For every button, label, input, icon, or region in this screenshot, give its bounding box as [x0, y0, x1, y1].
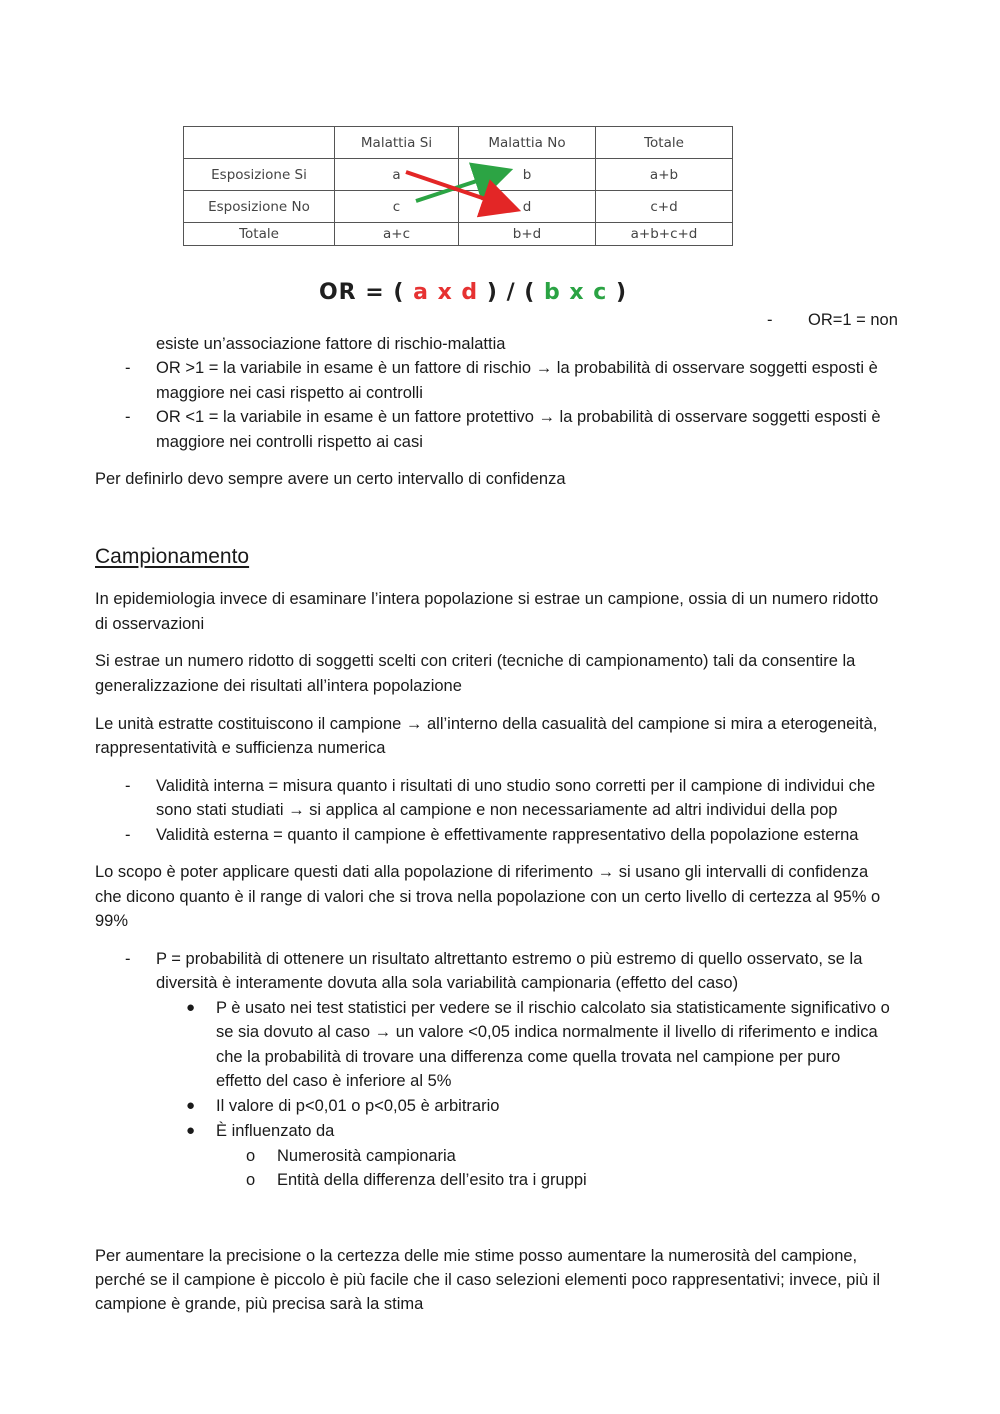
table-row-label: Esposizione Si — [184, 159, 335, 191]
cross-arrows — [0, 0, 1000, 260]
paragraph-line: generalizzazione dei risultati all’intera popolazione — [95, 677, 462, 695]
table-cell: a+b+c+d — [596, 223, 733, 246]
paragraph-line: campione è grande, più precisa sarà la stima — [95, 1295, 424, 1313]
table-row-label: Totale — [184, 223, 335, 246]
table-header-cell: Malattia No — [459, 127, 596, 159]
list-dash: - — [125, 950, 131, 968]
bullet-text: che la probabilità di trovare una differenza come quella trovata nel campione per puro — [216, 1048, 841, 1066]
bullet-marker: ● — [186, 1097, 196, 1114]
paragraph-line: rappresentatività e sufficienza numerica — [95, 739, 386, 757]
validity-external: Validità esterna = quanto il campione è effettivamente rappresentativo della popolazione esterna — [156, 826, 859, 844]
odds-ratio-formula — [0, 280, 946, 305]
formula-numerator: a x d — [413, 280, 479, 305]
table-cell: a+c — [335, 223, 459, 246]
formula-suffix: ) — [615, 280, 628, 305]
paragraph-line: 99% — [95, 912, 129, 930]
or-equal-one-head: OR=1 = non — [808, 311, 898, 329]
or-less-line1: OR <1 = la variabile in esame è un fattore protettivo → la probabilità di osservare soggetti esposti è — [156, 408, 881, 426]
paragraph-line: Le unità estratte costituiscono il campione → all’interno della casualità del campione si mira a eterogeneità, — [95, 715, 878, 733]
bullet-text: Il valore di p<0,01 o p<0,05 è arbitrario — [216, 1097, 500, 1115]
table-cell: b+d — [459, 223, 596, 246]
table-cell: c+d — [596, 191, 733, 223]
circle-marker: o — [246, 1147, 256, 1165]
table-cell: b — [459, 159, 596, 191]
bullet-marker: ● — [186, 1122, 196, 1139]
paragraph-line: Lo scopo è poter applicare questi dati alla popolazione di riferimento → si usano gli intervalli di confidenza — [95, 863, 869, 881]
or-greater-line1: OR >1 = la variabile in esame è un fattore di rischio → la probabilità di osservare soggetti esposti è — [156, 359, 878, 377]
p-definition-line1: P = probabilità di ottenere un risultato altrettanto estremo o più estremo di quello osservato, se la — [156, 950, 863, 968]
formula-divider: ) / ( — [486, 280, 536, 305]
table-header-cell: Totale — [596, 127, 733, 159]
sub-bullet-text: Numerosità campionaria — [277, 1147, 456, 1165]
or-greater-line2: maggiore nei casi rispetto ai controlli — [156, 384, 423, 402]
paragraph-line: perché se il campione è piccolo è più facile che il caso selezioni elementi poco rappresentativi; invece, più il — [95, 1271, 881, 1289]
formula-prefix: OR = ( — [318, 280, 405, 305]
paragraph-line: Si estrae un numero ridotto di soggetti scelti con criteri (tecniche di campionamento) tali da consentire la — [95, 652, 856, 670]
bullet-text: P è usato nei test statistici per vedere se il rischio calcolato sia statisticamente significativo o — [216, 999, 890, 1017]
validity-internal-line1: Validità interna = misura quanto i risultati di uno studio sono corretti per il campione di individui che — [156, 777, 876, 795]
table-row-label: Esposizione No — [184, 191, 335, 223]
list-dash: - — [125, 359, 131, 377]
paragraph-line: In epidemiologia invece di esaminare l’intera popolazione si estrae un campione, ossia di un numero ridotto — [95, 590, 879, 608]
bullet-text: effetto del caso è inferiore al 5% — [216, 1072, 452, 1090]
or-less-line2: maggiore nei controlli rispetto ai casi — [156, 433, 423, 451]
table-cell: c — [335, 191, 459, 223]
list-dash: - — [125, 826, 131, 844]
list-dash: - — [125, 408, 131, 426]
confidence-note: Per definirlo devo sempre avere un certo intervallo di confidenza — [95, 470, 566, 488]
list-dash: - — [767, 311, 773, 329]
table-cell: a+b — [596, 159, 733, 191]
paragraph-line: che dicono quanto è il range di valori che si trova nella popolazione con un certo livello di certezza al 95% o — [95, 888, 881, 906]
paragraph-line: di osservazioni — [95, 615, 205, 633]
table-cell: d — [459, 191, 596, 223]
bullet-text: È influenzato da — [216, 1122, 335, 1140]
table-header-cell: Malattia Si — [335, 127, 459, 159]
bullet-marker: ● — [186, 999, 196, 1016]
paragraph-line: Per aumentare la precisione o la certezza delle mie stime posso aumentare la numerosità del campione, — [95, 1247, 858, 1265]
or-equal-one-tail: esiste un’associazione fattore di rischio-malattia — [156, 335, 506, 353]
table-cell: a — [335, 159, 459, 191]
bullet-text: se sia dovuto al caso → un valore <0,05 indica normalmente il livello di riferimento e indica — [216, 1023, 878, 1041]
formula-denominator: b x c — [544, 280, 608, 305]
circle-marker: o — [246, 1171, 256, 1189]
p-definition-line2: diversità è interamente dovuta alla sola variabilità campionaria (effetto del caso) — [156, 974, 739, 992]
list-dash: - — [125, 777, 131, 795]
section-heading: Campionamento — [95, 545, 250, 568]
validity-internal-line2: sono stati studiati → si applica al campione e non necessariamente ad altri individui della pop — [156, 801, 838, 819]
sub-bullet-text: Entità della differenza dell’esito tra i gruppi — [277, 1171, 587, 1189]
